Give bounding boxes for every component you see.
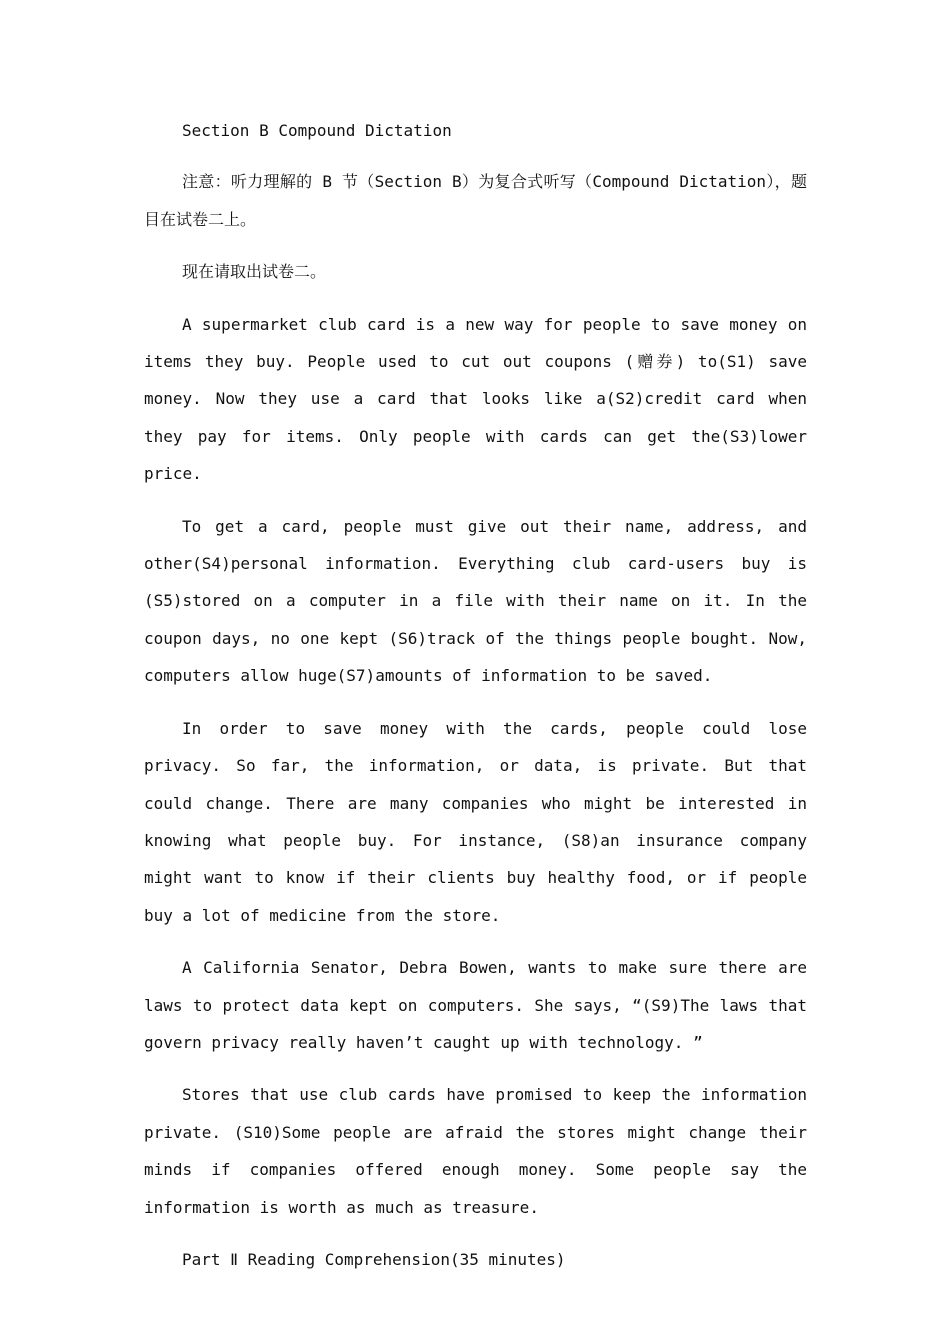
passage-paragraph-5: Stores that use club cards have promised to keep the information private. (S10)Some people are afraid the stores might change their minds if companies offered enough money. Some people say the information is worth as much as treasure.	[144, 1085, 807, 1217]
section-heading: Section B Compound Dictation	[182, 121, 452, 140]
instruction-paragraph: 现在请取出试卷二。	[182, 262, 327, 282]
document-page	[144, 112, 807, 1292]
passage-paragraph-1: A supermarket club card is a new way for people to save money on items they buy. People used to cut out coupons (赠券) to(S1) save money. Now they use a card that looks like a(S2)credit card when they pay for items. Only people with cards can get the(S3)lower price.	[144, 314, 807, 484]
passage-paragraph-4: A California Senator, Debra Bowen, wants to make sure there are laws to protect data kept on computers. She says, “(S9)The laws that govern privacy really haven’t caught up with technology. ”	[144, 958, 807, 1052]
passage-paragraph-3: In order to save money with the cards, people could lose privacy. So far, the information, or data, is private. But that could change. There are many companies who might be interested in knowing what people buy. For instance, (S8)an insurance company might want to know if their clients buy healthy food, or if people buy a lot of medicine from the store.	[144, 718, 807, 925]
part-heading: Part Ⅱ Reading Comprehension(35 minutes)	[182, 1249, 566, 1269]
note-paragraph: 注意：听力理解的 B 节（Section B）为复合式听写（Compound Dictation），题目在试卷二上。	[144, 172, 807, 229]
passage-paragraph-2: To get a card, people must give out their name, address, and other(S4)personal information. Everything club card-users buy is (S5)stored on a computer in a file with their name on it. In the coupon days, no one kept (S6)track of the things people bought. Now, computers allow huge(S7)amounts of information to be saved.	[144, 516, 807, 686]
